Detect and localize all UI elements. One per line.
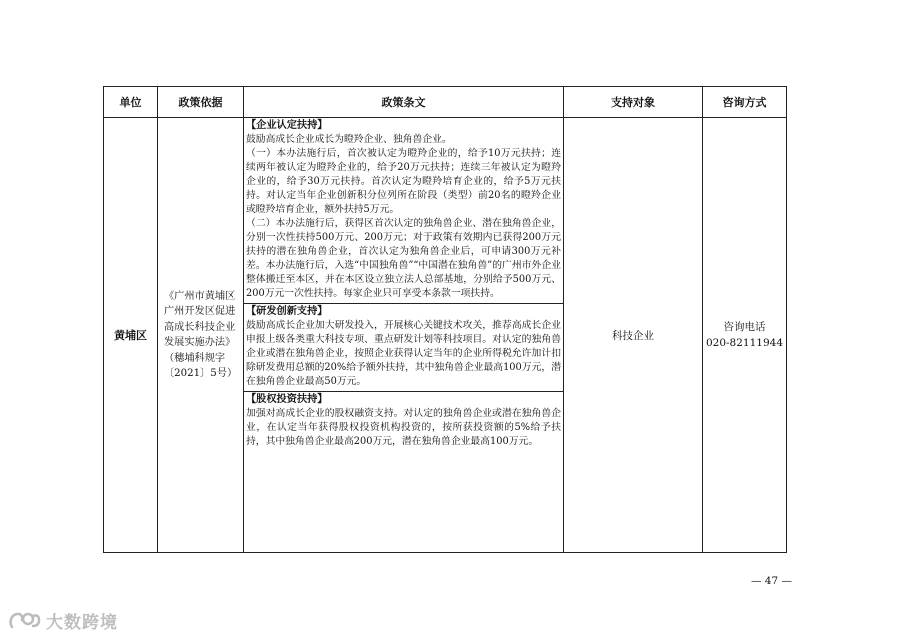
- header-unit: 单位: [104, 87, 158, 118]
- basis-cell: 《广州市黄埔区 广州开发区促进高成长科技企业发展实施办法》（穗埔科规字〔2021〕5号）: [158, 118, 244, 553]
- section-equity-investment: [244, 391, 563, 451]
- section-paragraph: （一）本办法施行后，首次被认定为瞪羚企业的，给予10万元扶持；连续两年被认定为瞪羚企业的，给予20万元扶持；连续三年被认定为瞪羚企业的，给予30万元扶持。首次认定为瞪羚培育企业的，给予5万元扶持。对认定当年企业创新积分位列所在阶段（类型）前20名的瞪羚企业或瞪羚培育企业，额外扶持5万元。: [246, 148, 561, 215]
- page-number: — 47 —: [750, 575, 792, 587]
- section-paragraph: 加强对高成长企业的股权融资支持。对认定的独角兽企业或潜在独角兽企业，在认定当年获得股权投资机构投资的，按所获投资额的5%给予扶持，其中独角兽企业最高200万元，潜在独角兽企业最高100万元。: [246, 408, 561, 447]
- contact-phone: 020-82111944: [705, 337, 784, 349]
- content-cell: [244, 118, 564, 553]
- section-title: 【企业认定扶持】: [246, 120, 328, 131]
- section-title: 【研发创新支持】: [246, 306, 328, 317]
- header-row: [104, 87, 787, 118]
- header-target: 支持对象: [564, 87, 703, 118]
- target-cell: 科技企业: [564, 118, 703, 553]
- section-paragraph: 鼓励高成长企业成长为瞪羚企业、独角兽企业。: [246, 134, 452, 145]
- section-enterprise-recognition: [244, 118, 563, 303]
- contact-cell: [703, 118, 787, 553]
- unit-cell: 黄埔区: [104, 118, 158, 553]
- section-paragraph: 鼓励高成长企业加大研发投入，开展核心关键技术攻关，推荐高成长企业申报上级各类重大科技专项、重点研发计划等科技项目。对认定的独角兽企业或潜在独角兽企业，按照企业获得认定当年的企业所得税允许加计扣除研发费用总额的20%给予额外扶持，其中独角兽企业最高100万元，潜在独角兽企业最高50万元。: [246, 320, 561, 387]
- policy-table: [103, 86, 787, 553]
- section-paragraph: （二）本办法施行后，获得区首次认定的独角兽企业、潜在独角兽企业，分别一次性扶持500万元、200万元；对于政策有效期内已获得200万元扶持的潜在独角兽企业，首次认定为独角兽企业后，可申请300万元补差。本办法施行后，入选“中国独角兽”“中国潜在独角兽”的广州市外企业整体搬迁至本区，并在本区设立独立法人总部基地，分别给予500万元、200万元一次性扶持。每家企业只可享受本条款一项扶持。: [246, 218, 561, 299]
- header-basis: 政策依据: [158, 87, 244, 118]
- watermark-logo-icon: [8, 610, 42, 632]
- header-content: 政策条文: [244, 87, 564, 118]
- watermark-text: 大数跨境: [46, 613, 118, 633]
- table-row: [104, 118, 787, 553]
- watermark: [8, 608, 118, 633]
- header-contact: 咨询方式: [703, 87, 787, 118]
- section-rd-innovation: [244, 303, 563, 391]
- section-title: 【股权投资扶持】: [246, 394, 328, 405]
- contact-label: 咨询电话: [723, 321, 766, 333]
